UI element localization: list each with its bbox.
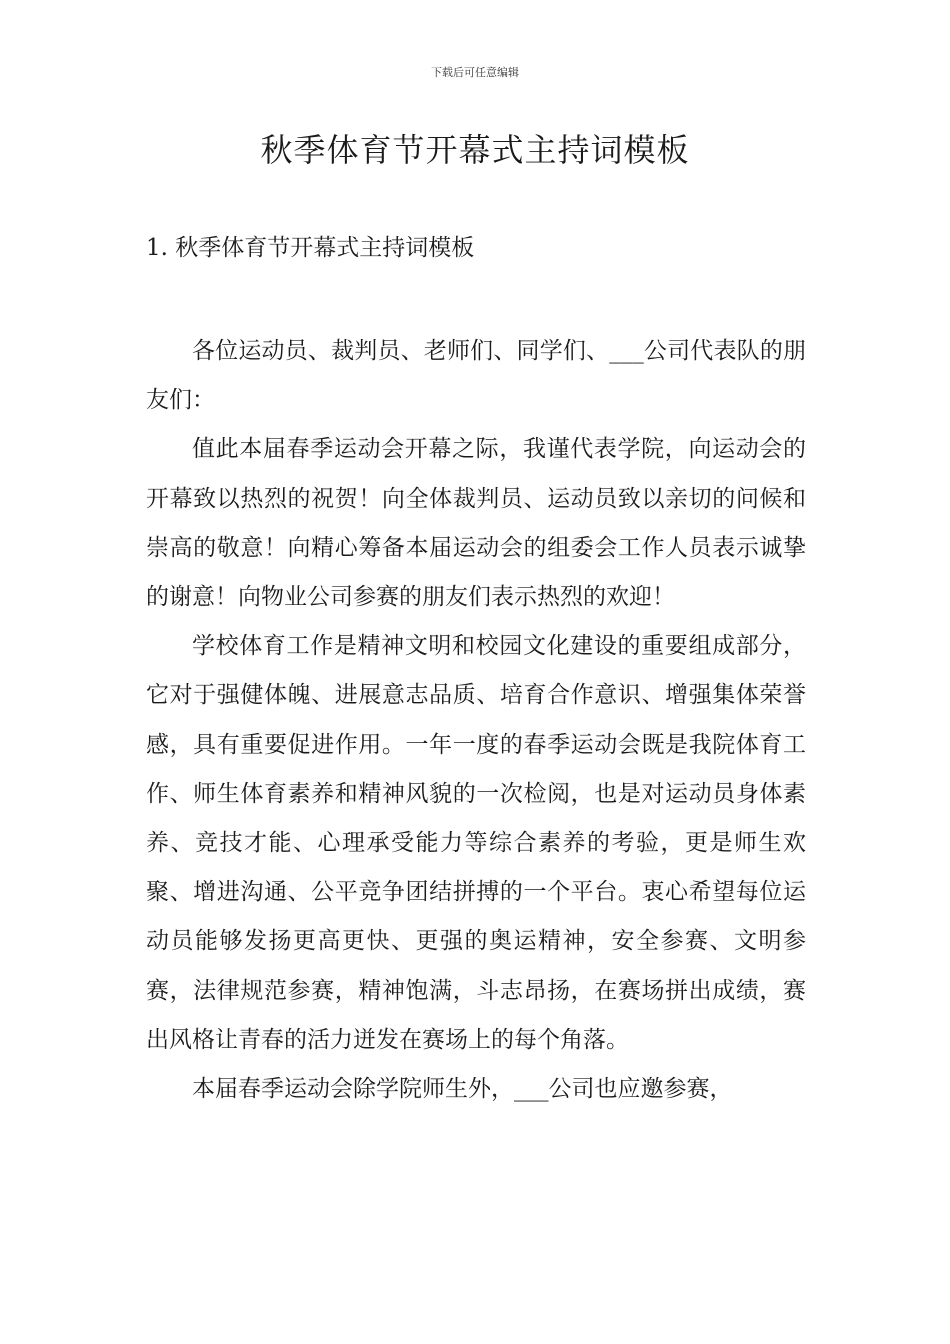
paragraph-participants: 本届春季运动会除学院师生外，___公司也应邀参赛， bbox=[192, 1076, 733, 1103]
paragraph-greeting: 各位运动员、裁判员、老师们、同学们、___公司代表队的朋友们： bbox=[146, 338, 806, 414]
page-header-note: 下载后可任意编辑 bbox=[431, 66, 519, 79]
paragraph-congratulations: 值此本届春季运动会开幕之际，我谨代表学院，向运动会的开幕致以热烈的祝贺！向全体裁判员、运动员致以亲切的问候和崇高的敬意！向精心筹备本届运动会的组委会工作人员表示诚挚的谢意！向物业公司参赛的朋友们表示热烈的欢迎！ bbox=[146, 436, 806, 611]
document-body bbox=[146, 327, 806, 1114]
paragraph-sports-work: 学校体育工作是精神文明和校园文化建设的重要组成部分，它对于强健体魄、进展意志品质、培育合作意识、增强集体荣誉感，具有重要促进作用。一年一度的春季运动会既是我院体育工作、师生体育素养和精神风貌的一次检阅，也是对运动员身体素养、竞技才能、心理承受能力等综合素养的考验，更是师生欢聚、增进沟通、公平竞争团结拼搏的一个平台。衷心希望每位运动员能够发扬更高更快、更强的奥运精神，安全参赛、文明参赛，法律规范参赛，精神饱满，斗志昂扬，在赛场拼出成绩，赛出风格让青春的活力迸发在赛场上的每个角落。 bbox=[146, 633, 806, 1053]
document-title: 秋季体育节开幕式主持词模板 bbox=[260, 131, 690, 169]
section-heading: 1. 秋季体育节开幕式主持词模板 bbox=[146, 235, 475, 261]
